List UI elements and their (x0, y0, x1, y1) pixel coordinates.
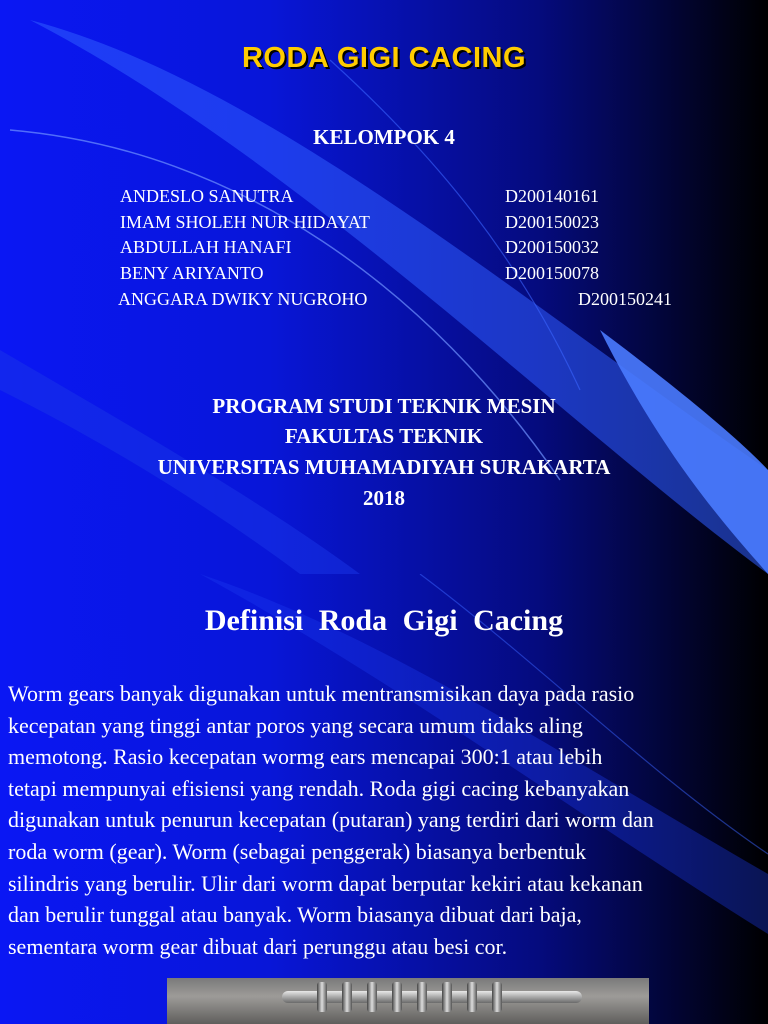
member-nim: D200150078 (505, 263, 599, 283)
year: 2018 (363, 486, 405, 510)
definition-slide (0, 574, 768, 1024)
member-name: BENY ARIYANTO (120, 263, 264, 283)
worm-gear-photo (167, 978, 649, 1024)
member-name: ANDESLO SANUTRA (120, 186, 294, 206)
university-name: UNIVERSITAS MUHAMADIYAH SURAKARTA (157, 455, 611, 479)
member-name: ANGGARA DWIKY NUGROHO (118, 289, 368, 309)
member-nim: D200140161 (505, 186, 599, 206)
member-nim: D200150023 (505, 212, 599, 232)
faculty-name: FAKULTAS TEKNIK (284, 424, 484, 448)
definition-title: Definisi Roda Gigi Cacing (204, 604, 564, 637)
slide-title: RODA GIGI CACING (241, 42, 527, 74)
group-name: KELOMPOK 4 (313, 125, 455, 149)
member-name: ABDULLAH HANAFI (120, 237, 292, 257)
program-name: PROGRAM STUDI TEKNIK MESIN (212, 394, 556, 418)
member-name: IMAM SHOLEH NUR HIDAYAT (120, 212, 370, 232)
member-nim: D200150241 (578, 289, 672, 309)
definition-body: Worm gears banyak digunakan untuk mentransmisikan daya pada rasio kecepatan yang tinggi antar poros yang secara umum tidaks aling memotong. Rasio kecepatan wormg ears mencapai 300:1 atau lebih tetapi mempunyai efisiensi yang rendah. Roda gigi cacing kebanyakan digunakan untuk penurun kecepatan (putaran) yang terdiri dari worm dan roda worm (gear). Worm (sebagai penggerak) biasanya berbentuk silindris yang berulir. Ulir dari worm dapat berputar kekiri atau kekanan dan berulir tunggal atau banyak. Worm biasanya dibuat dari baja, sementara worm gear dibuat dari perunggu atau besi cor. (8, 681, 654, 959)
member-nim: D200150032 (505, 237, 599, 257)
